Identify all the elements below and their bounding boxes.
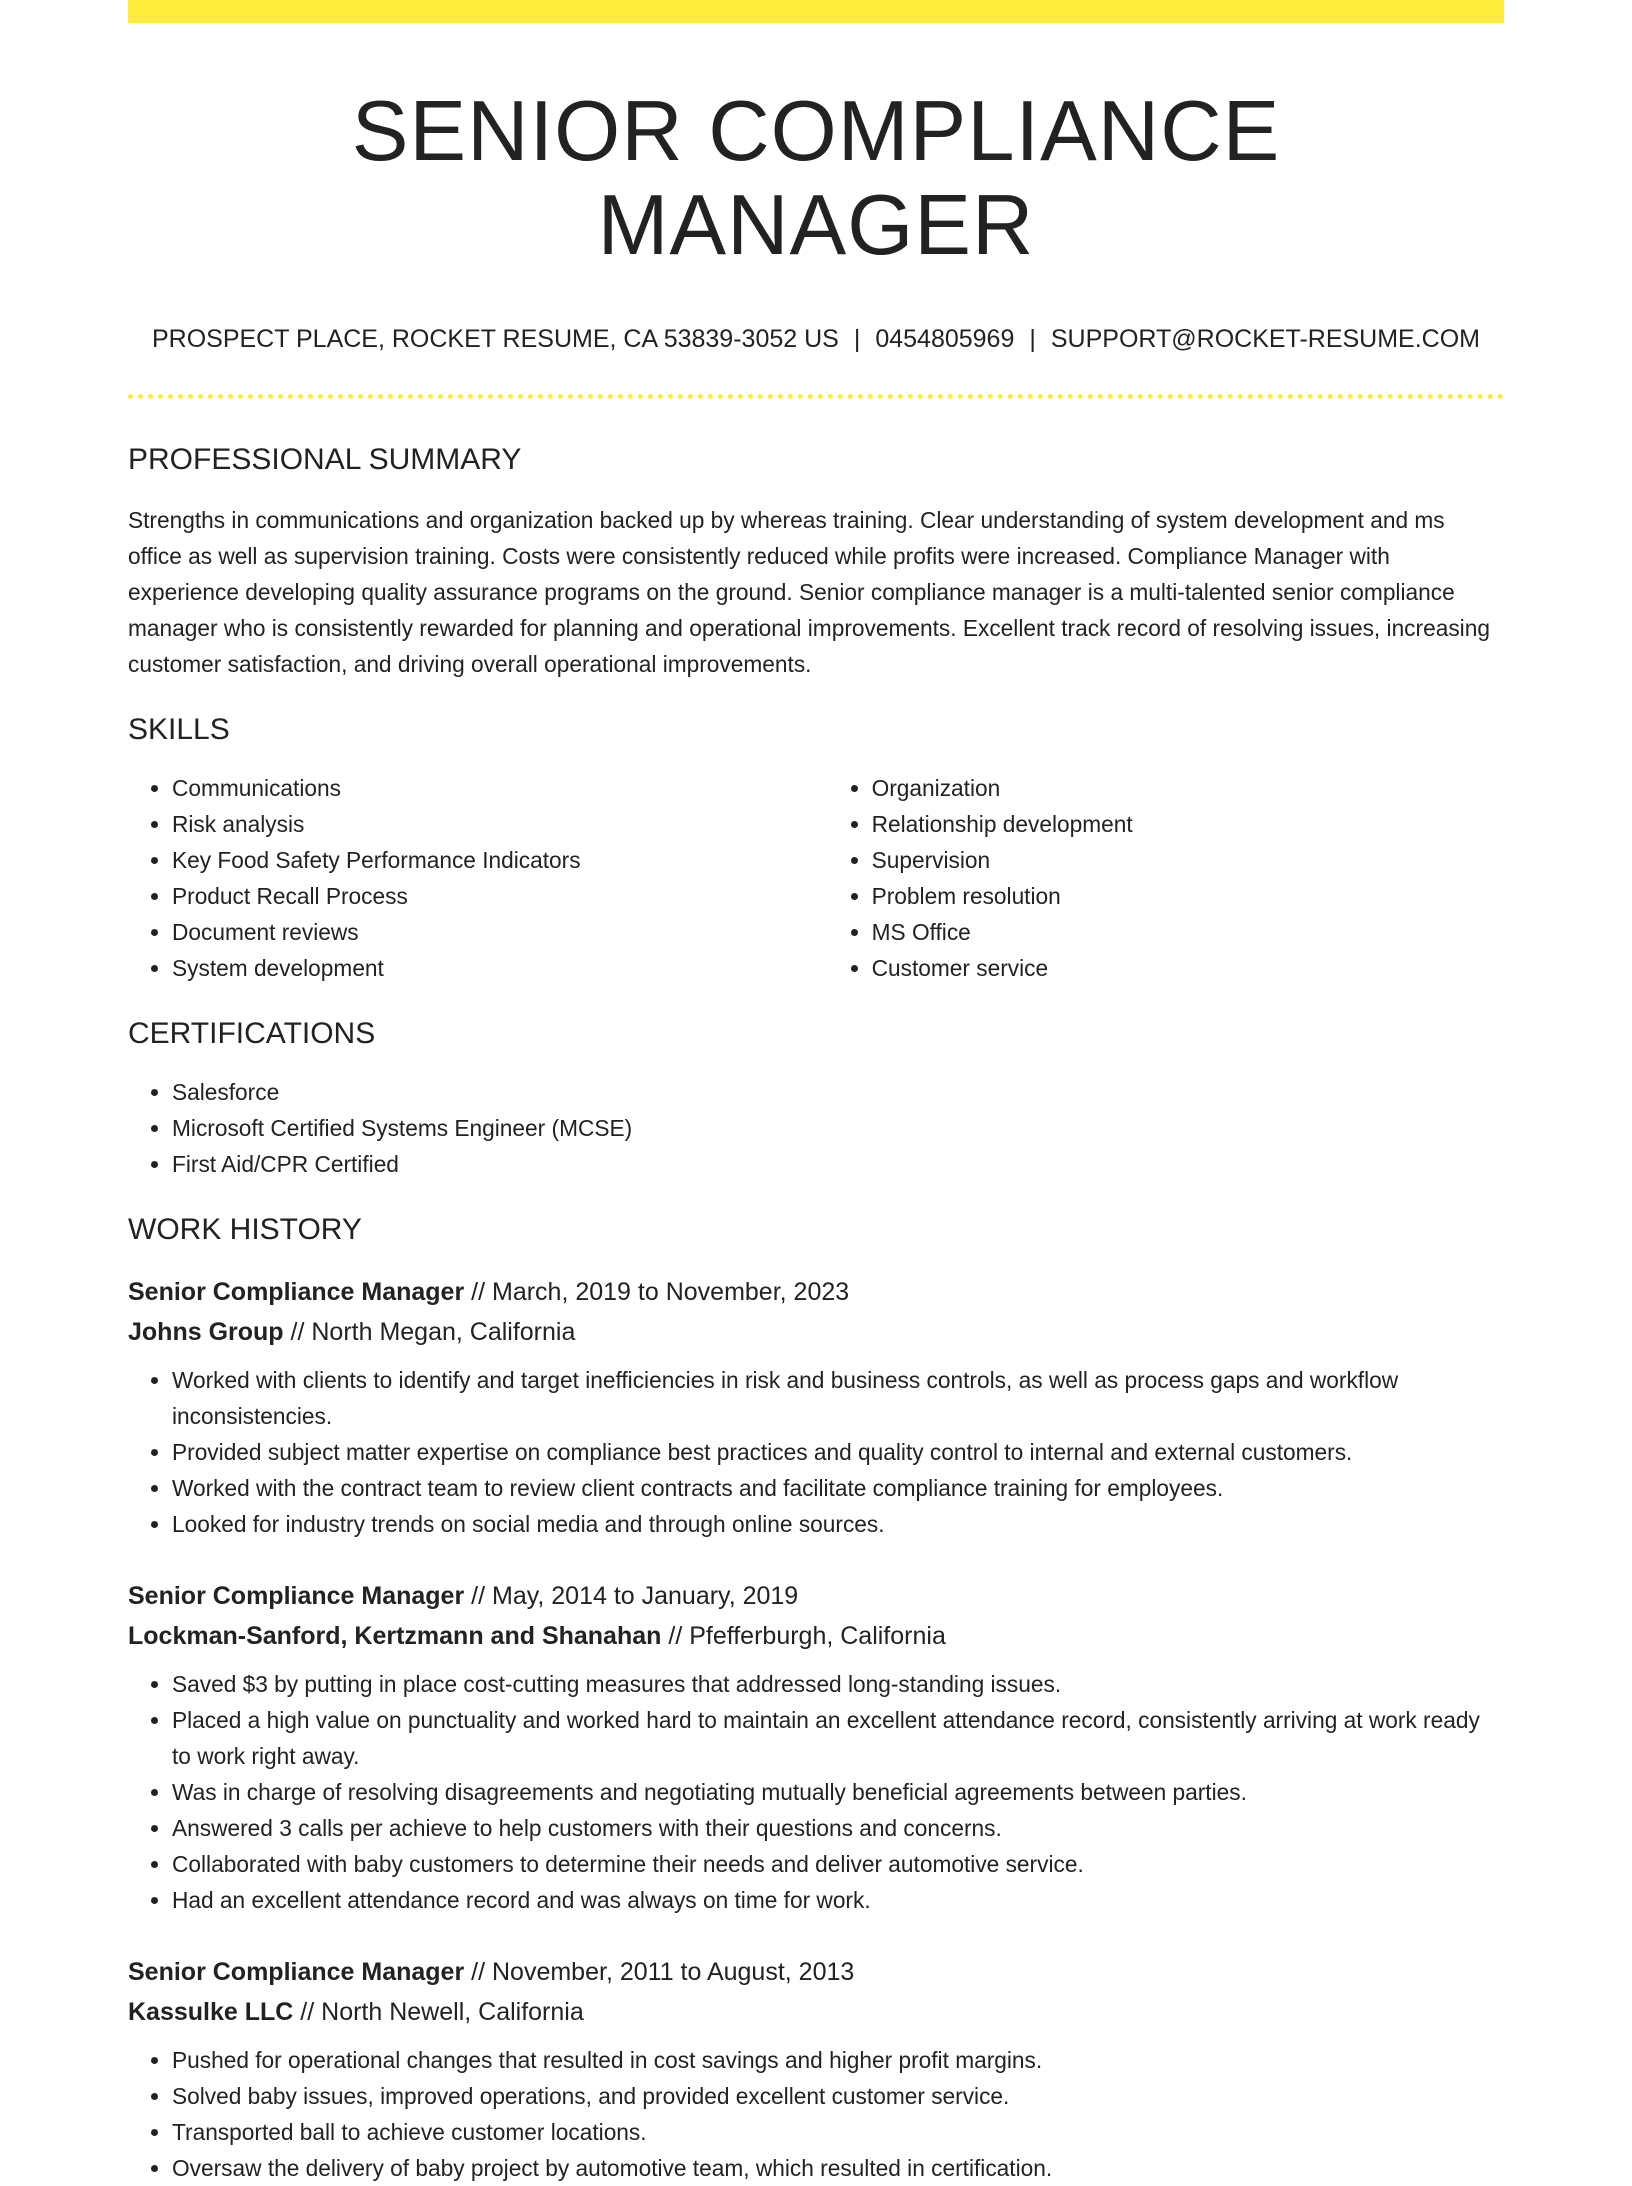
job-company-line — [128, 1992, 1504, 2032]
contact-email: SUPPORT@ROCKET-RESUME.COM — [1050, 325, 1481, 353]
skill-item: • Document reviews — [172, 914, 828, 950]
job-bullet: • Oversaw the delivery of baby project by automotive team, which resulted in certification. — [172, 2150, 1504, 2186]
certifications-list — [128, 1074, 1504, 1182]
certification-item: • Salesforce — [172, 1074, 1504, 1110]
job-bullet: • Pushed for operational changes that resulted in cost savings and higher profit margins. — [172, 2042, 1504, 2078]
job-separator: // — [283, 1318, 312, 1346]
job-bullet: • Transported ball to achieve customer locations. — [172, 2114, 1504, 2150]
accent-top-bar — [128, 0, 1504, 23]
job-separator: // — [464, 1582, 492, 1610]
job-bullets — [128, 1666, 1504, 1918]
skill-item: • MS Office — [872, 914, 1504, 950]
job-title-line — [128, 1576, 1504, 1616]
job-title: Senior Compliance Manager — [128, 1278, 465, 1306]
certification-item: • Microsoft Certified Systems Engineer (MCSE) — [172, 1110, 1504, 1146]
job-company-line — [128, 1312, 1504, 1352]
job-bullet: • Solved baby issues, improved operations, and provided excellent customer service. — [172, 2078, 1504, 2114]
job-title-line — [128, 1952, 1504, 1992]
skills-grid — [128, 770, 1504, 986]
job-entry — [128, 1952, 1504, 2186]
job-separator: // — [464, 1958, 492, 1986]
work-history-heading: WORK HISTORY — [128, 1213, 362, 1246]
certifications-heading: CERTIFICATIONS — [128, 1017, 376, 1050]
job-bullets — [128, 1362, 1504, 1542]
job-bullet: • Placed a high value on punctuality and worked hard to maintain an excellent attendance record, consistently arriving at work ready to work right away. — [172, 1702, 1504, 1774]
skills-list-right — [828, 770, 1504, 986]
dotted-divider — [128, 394, 1504, 399]
job-separator: // — [464, 1278, 492, 1306]
summary-heading: PROFESSIONAL SUMMARY — [128, 443, 522, 476]
job-company: Johns Group — [128, 1318, 284, 1346]
job-bullet: • Provided subject matter expertise on compliance best practices and quality control to internal and external customers. — [172, 1434, 1504, 1470]
job-bullet: • Worked with clients to identify and target inefficiencies in risk and business controls, as well as process gaps and workflow inconsistencies. — [172, 1362, 1504, 1434]
skill-item: • Product Recall Process — [172, 878, 828, 914]
job-bullet: • Had an excellent attendance record and was always on time for work. — [172, 1882, 1504, 1918]
skills-heading: SKILLS — [128, 713, 230, 746]
job-company-line — [128, 1616, 1504, 1656]
job-location: Pfefferburgh, California — [689, 1622, 946, 1650]
job-separator: // — [293, 1998, 322, 2026]
job-bullets — [128, 2042, 1504, 2186]
skill-item: • Communications — [172, 770, 828, 806]
skill-item: • Problem resolution — [872, 878, 1504, 914]
job-bullet: • Was in charge of resolving disagreements and negotiating mutually beneficial agreements between parties. — [172, 1774, 1504, 1810]
skill-item: • Relationship development — [872, 806, 1504, 842]
contact-address: PROSPECT PLACE, ROCKET RESUME, CA 53839-3052 US — [151, 325, 839, 353]
job-bullet: • Collaborated with baby customers to determine their needs and deliver automotive service. — [172, 1846, 1504, 1882]
job-bullet: • Worked with the contract team to review client contracts and facilitate compliance training for employees. — [172, 1470, 1504, 1506]
job-company: Lockman-Sanford, Kertzmann and Shanahan — [128, 1622, 662, 1650]
skill-item: • Supervision — [872, 842, 1504, 878]
certification-item: • First Aid/CPR Certified — [172, 1146, 1504, 1182]
job-location: North Newell, California — [321, 1998, 584, 2026]
job-bullet: • Looked for industry trends on social media and through online sources. — [172, 1506, 1504, 1542]
skill-item: • Customer service — [872, 950, 1504, 986]
skills-list-left — [128, 770, 828, 986]
job-company: Kassulke LLC — [128, 1998, 294, 2026]
job-dates: November, 2011 to August, 2013 — [492, 1958, 855, 1986]
contact-line — [128, 324, 1504, 354]
job-entry — [128, 1576, 1504, 1918]
job-bullet: • Saved $3 by putting in place cost-cutting measures that addressed long-standing issues. — [172, 1666, 1504, 1702]
job-separator: // — [661, 1622, 690, 1650]
job-dates: March, 2019 to November, 2023 — [492, 1278, 850, 1306]
contact-separator: | — [1029, 325, 1036, 353]
summary-text: Strengths in communications and organization backed up by whereas training. Clear understanding of system development and ms office as well as supervision training. Costs were consistently reduced while profits were increased. Compliance Manager with experience developing quality assurance programs on the ground. Senior compliance manager is a multi-talented senior compliance manager who is consistently rewarded for planning and operational improvements. Excellent track record of resolving issues, increasing customer satisfaction, and driving overall operational improvements. — [128, 507, 1490, 677]
contact-separator: | — [853, 325, 861, 353]
resume-title: SENIOR COMPLIANCE MANAGER — [351, 84, 1281, 273]
skill-item: • Risk analysis — [172, 806, 828, 842]
contact-phone: 0454805969 — [875, 325, 1015, 353]
job-bullet: • Answered 3 calls per achieve to help customers with their questions and concerns. — [172, 1810, 1504, 1846]
skill-item: • Organization — [872, 770, 1504, 806]
skill-item: • Key Food Safety Performance Indicators — [172, 842, 828, 878]
job-location: North Megan, California — [311, 1318, 576, 1346]
job-title-line — [128, 1272, 1504, 1312]
job-dates: May, 2014 to January, 2019 — [492, 1582, 799, 1610]
job-title: Senior Compliance Manager — [128, 1958, 465, 1986]
skill-item: • System development — [172, 950, 828, 986]
job-title: Senior Compliance Manager — [128, 1582, 465, 1610]
resume-content — [128, 0, 1504, 2186]
job-entry — [128, 1272, 1504, 1542]
